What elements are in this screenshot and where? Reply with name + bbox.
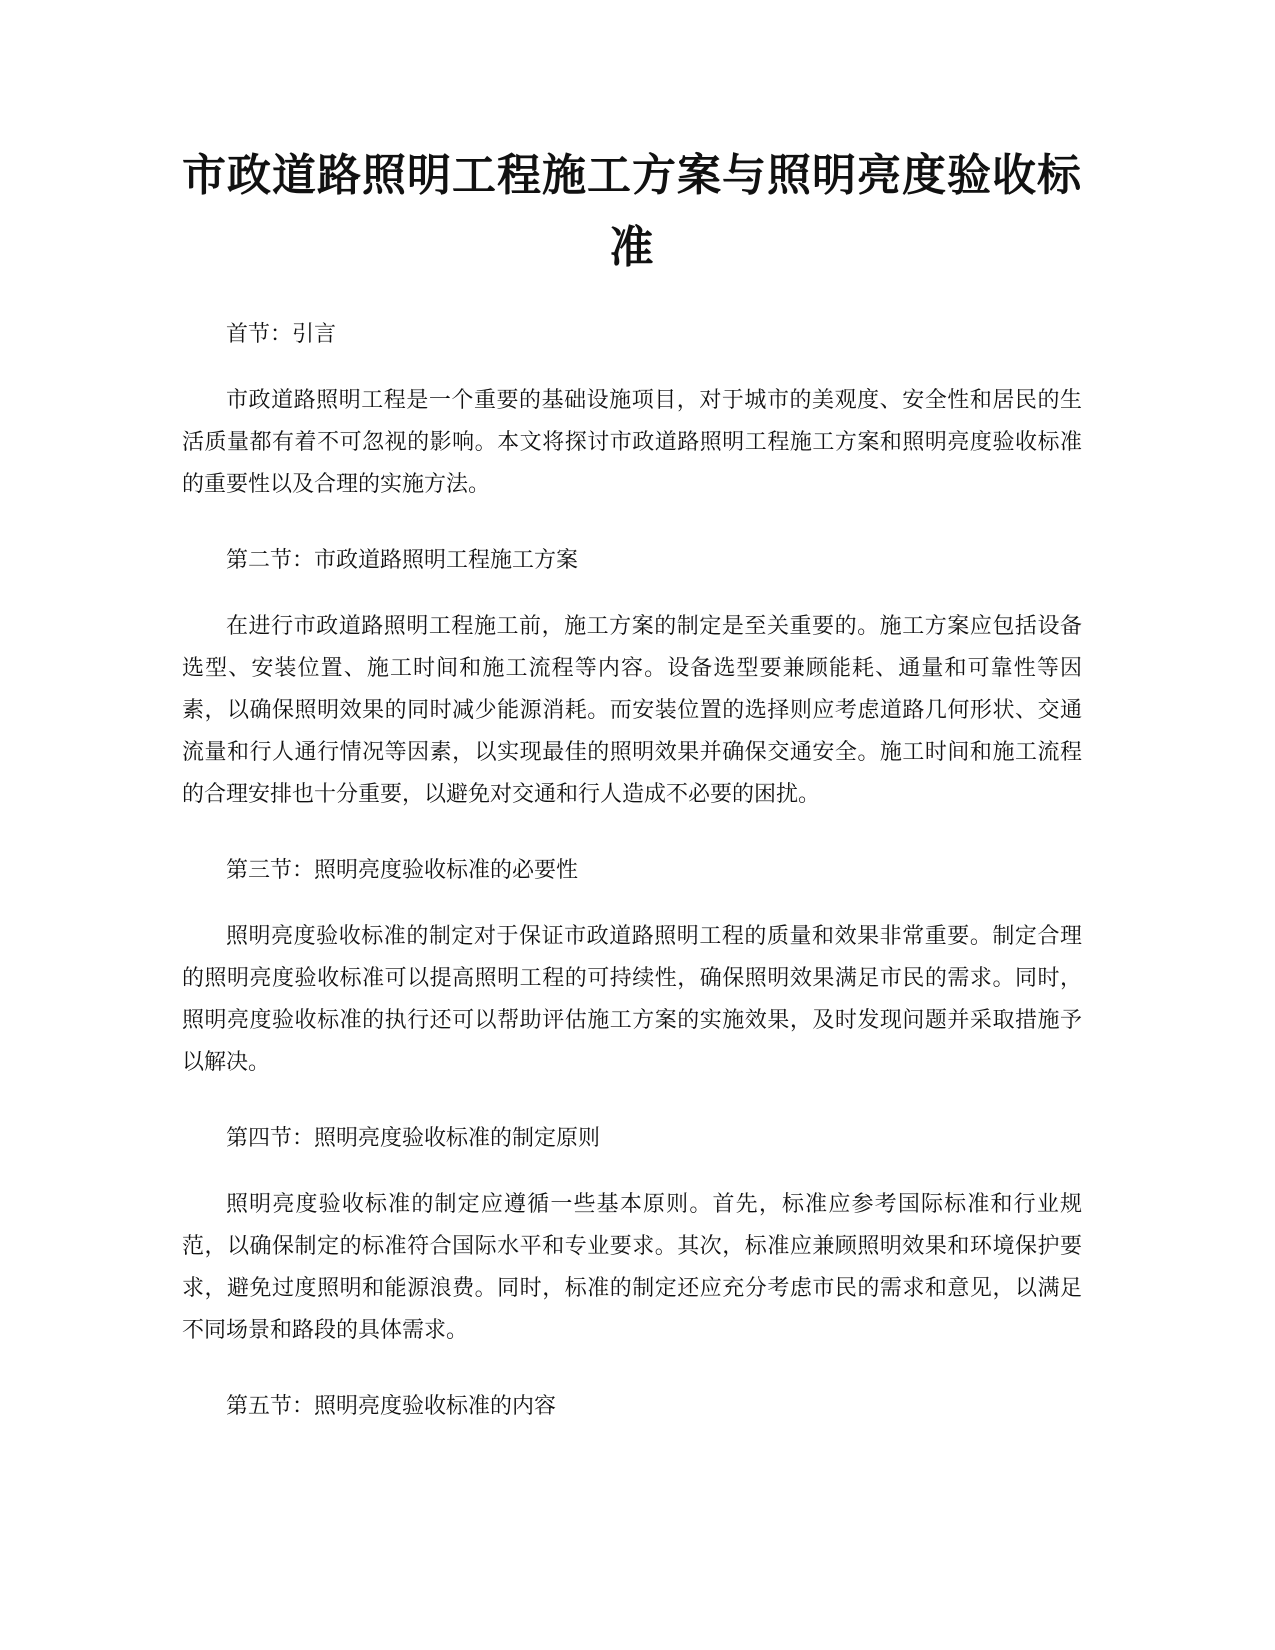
section-principles — [182, 1122, 1082, 1352]
document-page — [182, 140, 1082, 1424]
section-heading: 第三节：照明亮度验收标准的必要性 — [226, 858, 579, 883]
section-introduction — [182, 318, 1082, 506]
section-heading: 第二节：市政道路照明工程施工方案 — [226, 548, 579, 573]
section-heading: 第五节：照明亮度验收标准的内容 — [226, 1394, 557, 1419]
section-paragraph: 照明亮度验收标准的制定应遵循一些基本原则。首先，标准应参考国际标准和行业规范，以确保制定的标准符合国际水平和专业要求。其次，标准应兼顾照明效果和环境保护要求，避免过度照明和能源浪费。同时，标准的制定还应充分考虑市民的需求和意见，以满足不同场景和路段的具体需求。 — [182, 1192, 1082, 1343]
section-paragraph: 市政道路照明工程是一个重要的基础设施项目，对于城市的美观度、安全性和居民的生活质量都有着不可忽视的影响。本文将探讨市政道路照明工程施工方案和照明亮度验收标准的重要性以及合理的实施方法。 — [182, 388, 1082, 497]
section-paragraph: 照明亮度验收标准的制定对于保证市政道路照明工程的质量和效果非常重要。制定合理的照明亮度验收标准可以提高照明工程的可持续性，确保照明效果满足市民的需求。同时，照明亮度验收标准的执行还可以帮助评估施工方案的实施效果，及时发现问题并采取措施予以解决。 — [182, 924, 1082, 1075]
section-content — [182, 1390, 1082, 1424]
section-construction-plan — [182, 544, 1082, 816]
document-title: 市政道路照明工程施工方案与照明亮度验收标准 — [182, 150, 1082, 273]
section-heading: 首节：引言 — [226, 322, 337, 347]
section-necessity — [182, 854, 1082, 1084]
section-heading: 第四节：照明亮度验收标准的制定原则 — [226, 1126, 601, 1151]
section-paragraph: 在进行市政道路照明工程施工前，施工方案的制定是至关重要的。施工方案应包括设备选型、安装位置、施工时间和施工流程等内容。设备选型要兼顾能耗、通量和可靠性等因素，以确保照明效果的同时减少能源消耗。而安装位置的选择则应考虑道路几何形状、交通流量和行人通行情况等因素，以实现最佳的照明效果并确保交通安全。施工时间和施工流程的合理安排也十分重要，以避免对交通和行人造成不必要的困扰。 — [182, 614, 1082, 807]
